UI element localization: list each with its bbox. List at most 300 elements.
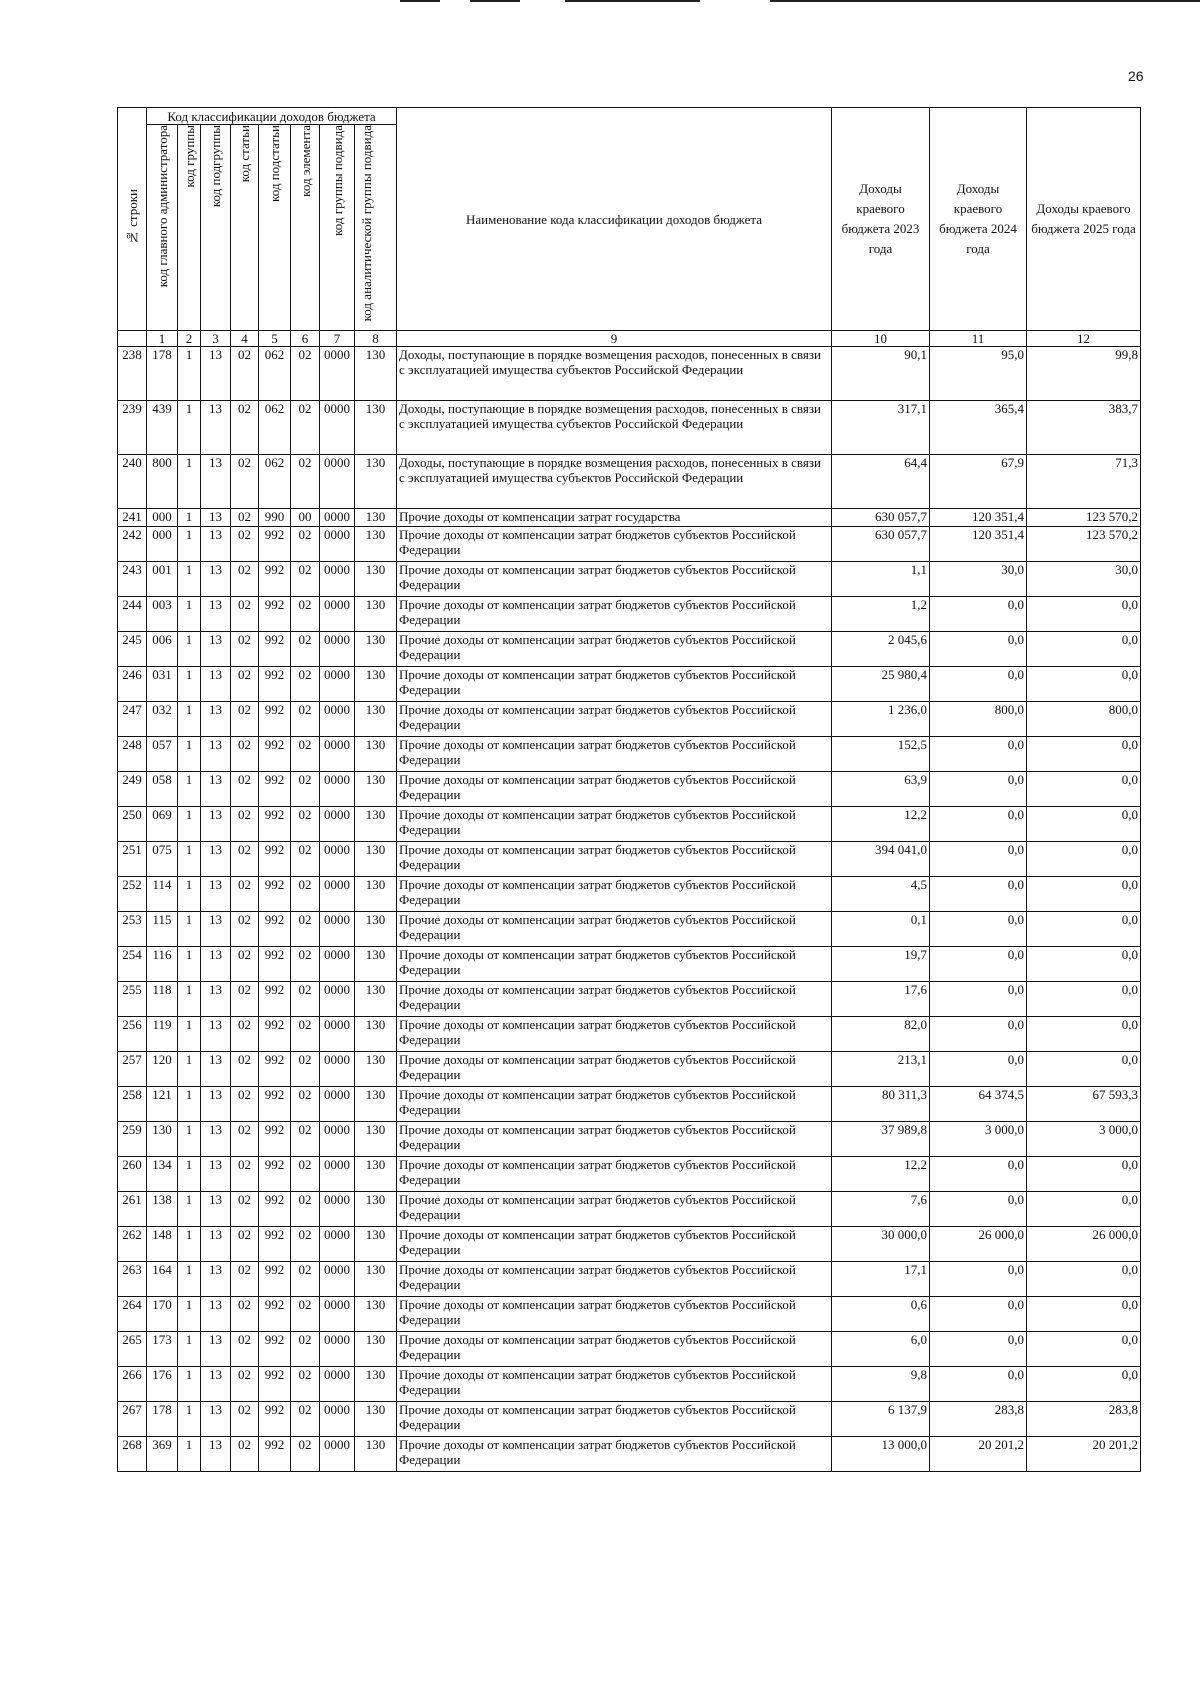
group-code: 1 <box>178 737 201 772</box>
income-2025: 20 201,2 <box>1027 1437 1141 1472</box>
income-2025: 0,0 <box>1027 947 1141 982</box>
income-2024: 0,0 <box>930 667 1027 702</box>
admin-code: 031 <box>147 667 178 702</box>
admin-code: 176 <box>147 1367 178 1402</box>
income-2025: 99,8 <box>1027 347 1141 401</box>
table-row <box>118 807 1141 842</box>
element-code: 02 <box>291 1332 320 1367</box>
header-code-subgroup-label: код подгруппы <box>208 125 223 208</box>
income-name: Прочие доходы от компенсации затрат бюджетов субъектов Российской Федерации <box>397 1052 832 1087</box>
element-code: 02 <box>291 1087 320 1122</box>
income-name: Прочие доходы от компенсации затрат бюджетов субъектов Российской Федерации <box>397 842 832 877</box>
article-code: 02 <box>231 1017 259 1052</box>
table-row <box>118 347 1141 401</box>
group-code: 1 <box>178 842 201 877</box>
header-row-number-label: № строки <box>124 189 140 246</box>
subgroup-code: 13 <box>201 455 231 509</box>
article-code: 02 <box>231 1227 259 1262</box>
group-code: 1 <box>178 455 201 509</box>
table-row <box>118 877 1141 912</box>
income-2024: 120 351,4 <box>930 527 1027 562</box>
element-code: 02 <box>291 1017 320 1052</box>
income-name: Прочие доходы от компенсации затрат бюджетов субъектов Российской Федерации <box>397 1402 832 1437</box>
subtype-code: 0000 <box>320 772 355 807</box>
income-name: Прочие доходы от компенсации затрат бюджетов субъектов Российской Федерации <box>397 982 832 1017</box>
admin-code: 134 <box>147 1157 178 1192</box>
analytic-code: 130 <box>355 982 397 1017</box>
subarticle-code: 992 <box>259 842 291 877</box>
subgroup-code: 13 <box>201 401 231 455</box>
group-code: 1 <box>178 1332 201 1367</box>
income-2023: 213,1 <box>832 1052 930 1087</box>
income-2023: 1 236,0 <box>832 702 930 737</box>
subtype-code: 0000 <box>320 1192 355 1227</box>
income-2024: 0,0 <box>930 1332 1027 1367</box>
row-number: 259 <box>118 1122 147 1157</box>
subtype-code: 0000 <box>320 1227 355 1262</box>
element-code: 02 <box>291 1122 320 1157</box>
row-number: 265 <box>118 1332 147 1367</box>
column-number: 2 <box>178 331 201 347</box>
header-code-subtype-group <box>320 125 355 331</box>
analytic-code: 130 <box>355 667 397 702</box>
subarticle-code: 990 <box>259 509 291 527</box>
group-code: 1 <box>178 1052 201 1087</box>
income-2025: 123 570,2 <box>1027 527 1141 562</box>
admin-code: 032 <box>147 702 178 737</box>
group-code: 1 <box>178 527 201 562</box>
analytic-code: 130 <box>355 527 397 562</box>
article-code: 02 <box>231 562 259 597</box>
subarticle-code: 992 <box>259 982 291 1017</box>
admin-code: 119 <box>147 1017 178 1052</box>
element-code: 02 <box>291 947 320 982</box>
group-code: 1 <box>178 1402 201 1437</box>
subarticle-code: 062 <box>259 401 291 455</box>
header-code-article <box>231 125 259 331</box>
income-2024: 3 000,0 <box>930 1122 1027 1157</box>
header-code-group: Код классификации доходов бюджета <box>147 108 397 125</box>
group-code: 1 <box>178 597 201 632</box>
income-2024: 283,8 <box>930 1402 1027 1437</box>
element-code: 00 <box>291 509 320 527</box>
row-number: 254 <box>118 947 147 982</box>
column-number: 1 <box>147 331 178 347</box>
income-2023: 12,2 <box>832 807 930 842</box>
table-row <box>118 1087 1141 1122</box>
analytic-code: 130 <box>355 347 397 401</box>
income-2024: 0,0 <box>930 632 1027 667</box>
article-code: 02 <box>231 1402 259 1437</box>
subarticle-code: 992 <box>259 1157 291 1192</box>
article-code: 02 <box>231 1262 259 1297</box>
subarticle-code: 992 <box>259 1437 291 1472</box>
subgroup-code: 13 <box>201 912 231 947</box>
column-number: 11 <box>930 331 1027 347</box>
subarticle-code: 062 <box>259 455 291 509</box>
row-number: 240 <box>118 455 147 509</box>
column-number: 10 <box>832 331 930 347</box>
article-code: 02 <box>231 401 259 455</box>
income-2025: 0,0 <box>1027 772 1141 807</box>
analytic-code: 130 <box>355 1017 397 1052</box>
subgroup-code: 13 <box>201 772 231 807</box>
group-code: 1 <box>178 1227 201 1262</box>
subgroup-code: 13 <box>201 1332 231 1367</box>
analytic-code: 130 <box>355 1262 397 1297</box>
income-2023: 80 311,3 <box>832 1087 930 1122</box>
income-name: Доходы, поступающие в порядке возмещения расходов, понесенных в связи с эксплуатацией имущества субъектов Российской Федерации <box>397 347 832 401</box>
subarticle-code: 992 <box>259 1297 291 1332</box>
income-2024: 0,0 <box>930 1017 1027 1052</box>
element-code: 02 <box>291 912 320 947</box>
row-number: 241 <box>118 509 147 527</box>
article-code: 02 <box>231 509 259 527</box>
income-2025: 0,0 <box>1027 1297 1141 1332</box>
subtype-code: 0000 <box>320 562 355 597</box>
row-number: 261 <box>118 1192 147 1227</box>
table-row <box>118 455 1141 509</box>
article-code: 02 <box>231 527 259 562</box>
income-2025: 71,3 <box>1027 455 1141 509</box>
analytic-code: 130 <box>355 1437 397 1472</box>
income-2025: 0,0 <box>1027 1157 1141 1192</box>
income-2023: 630 057,7 <box>832 527 930 562</box>
column-number: 8 <box>355 331 397 347</box>
article-code: 02 <box>231 347 259 401</box>
row-number: 250 <box>118 807 147 842</box>
row-number: 260 <box>118 1157 147 1192</box>
income-name: Прочие доходы от компенсации затрат бюджетов субъектов Российской Федерации <box>397 877 832 912</box>
income-2023: 630 057,7 <box>832 509 930 527</box>
table-row <box>118 982 1141 1017</box>
analytic-code: 130 <box>355 597 397 632</box>
admin-code: 116 <box>147 947 178 982</box>
article-code: 02 <box>231 737 259 772</box>
group-code: 1 <box>178 1017 201 1052</box>
income-2024: 0,0 <box>930 1052 1027 1087</box>
income-2024: 95,0 <box>930 347 1027 401</box>
article-code: 02 <box>231 1437 259 1472</box>
row-number: 258 <box>118 1087 147 1122</box>
analytic-code: 130 <box>355 1122 397 1157</box>
income-2025: 67 593,3 <box>1027 1087 1141 1122</box>
income-2023: 12,2 <box>832 1157 930 1192</box>
income-name: Прочие доходы от компенсации затрат бюджетов субъектов Российской Федерации <box>397 1192 832 1227</box>
analytic-code: 130 <box>355 1332 397 1367</box>
table-row <box>118 1402 1141 1437</box>
subarticle-code: 992 <box>259 1332 291 1367</box>
income-2023: 63,9 <box>832 772 930 807</box>
income-2023: 4,5 <box>832 877 930 912</box>
income-2024: 0,0 <box>930 982 1027 1017</box>
subarticle-code: 992 <box>259 1262 291 1297</box>
row-number: 256 <box>118 1017 147 1052</box>
subarticle-code: 992 <box>259 1227 291 1262</box>
element-code: 02 <box>291 807 320 842</box>
table-row <box>118 1017 1141 1052</box>
admin-code: 006 <box>147 632 178 667</box>
table-row <box>118 562 1141 597</box>
subtype-code: 0000 <box>320 877 355 912</box>
income-2023: 17,1 <box>832 1262 930 1297</box>
group-code: 1 <box>178 947 201 982</box>
subgroup-code: 13 <box>201 1437 231 1472</box>
element-code: 02 <box>291 877 320 912</box>
subarticle-code: 992 <box>259 877 291 912</box>
article-code: 02 <box>231 807 259 842</box>
group-code: 1 <box>178 1297 201 1332</box>
header-code-subgroup <box>201 125 231 331</box>
income-2025: 0,0 <box>1027 597 1141 632</box>
subgroup-code: 13 <box>201 1192 231 1227</box>
column-number-row <box>118 331 1141 347</box>
admin-code: 057 <box>147 737 178 772</box>
income-2023: 37 989,8 <box>832 1122 930 1157</box>
admin-code: 114 <box>147 877 178 912</box>
income-2023: 30 000,0 <box>832 1227 930 1262</box>
table-row <box>118 772 1141 807</box>
income-name: Доходы, поступающие в порядке возмещения расходов, понесенных в связи с эксплуатацией имущества субъектов Российской Федерации <box>397 455 832 509</box>
income-name: Прочие доходы от компенсации затрат бюджетов субъектов Российской Федерации <box>397 912 832 947</box>
subtype-code: 0000 <box>320 401 355 455</box>
table-row <box>118 912 1141 947</box>
group-code: 1 <box>178 401 201 455</box>
income-2024: 0,0 <box>930 1192 1027 1227</box>
subtype-code: 0000 <box>320 1262 355 1297</box>
subtype-code: 0000 <box>320 807 355 842</box>
analytic-code: 130 <box>355 1227 397 1262</box>
group-code: 1 <box>178 772 201 807</box>
subgroup-code: 13 <box>201 667 231 702</box>
analytic-code: 130 <box>355 737 397 772</box>
income-2024: 0,0 <box>930 597 1027 632</box>
admin-code: 115 <box>147 912 178 947</box>
table-row <box>118 1262 1141 1297</box>
table-row <box>118 401 1141 455</box>
row-number: 246 <box>118 667 147 702</box>
header-code-element-label: код элемента <box>297 125 313 197</box>
admin-code: 178 <box>147 1402 178 1437</box>
row-number: 255 <box>118 982 147 1017</box>
subtype-code: 0000 <box>320 597 355 632</box>
analytic-code: 130 <box>355 1052 397 1087</box>
income-name: Прочие доходы от компенсации затрат бюджетов субъектов Российской Федерации <box>397 1437 832 1472</box>
admin-code: 075 <box>147 842 178 877</box>
income-2025: 0,0 <box>1027 877 1141 912</box>
group-code: 1 <box>178 807 201 842</box>
admin-code: 138 <box>147 1192 178 1227</box>
subtype-code: 0000 <box>320 1017 355 1052</box>
income-2023: 90,1 <box>832 347 930 401</box>
income-2025: 26 000,0 <box>1027 1227 1141 1262</box>
group-code: 1 <box>178 877 201 912</box>
article-code: 02 <box>231 842 259 877</box>
group-code: 1 <box>178 982 201 1017</box>
article-code: 02 <box>231 877 259 912</box>
analytic-code: 130 <box>355 807 397 842</box>
subarticle-code: 992 <box>259 562 291 597</box>
income-2024: 800,0 <box>930 702 1027 737</box>
subarticle-code: 992 <box>259 1087 291 1122</box>
table-row <box>118 702 1141 737</box>
article-code: 02 <box>231 947 259 982</box>
admin-code: 800 <box>147 455 178 509</box>
income-2025: 123 570,2 <box>1027 509 1141 527</box>
analytic-code: 130 <box>355 509 397 527</box>
subarticle-code: 992 <box>259 1122 291 1157</box>
analytic-code: 130 <box>355 1087 397 1122</box>
column-number: 4 <box>231 331 259 347</box>
analytic-code: 130 <box>355 702 397 737</box>
income-2023: 7,6 <box>832 1192 930 1227</box>
analytic-code: 130 <box>355 1192 397 1227</box>
page-number: 26 <box>1128 68 1144 84</box>
header-code-subtype-group-label: код группы подвида <box>329 125 345 236</box>
admin-code: 178 <box>147 347 178 401</box>
subgroup-code: 13 <box>201 1402 231 1437</box>
article-code: 02 <box>231 1087 259 1122</box>
group-code: 1 <box>178 1157 201 1192</box>
income-2023: 1,2 <box>832 597 930 632</box>
element-code: 02 <box>291 1052 320 1087</box>
income-name: Прочие доходы от компенсации затрат бюджетов субъектов Российской Федерации <box>397 737 832 772</box>
subgroup-code: 13 <box>201 1017 231 1052</box>
income-name: Прочие доходы от компенсации затрат бюджетов субъектов Российской Федерации <box>397 807 832 842</box>
row-number: 264 <box>118 1297 147 1332</box>
subtype-code: 0000 <box>320 1157 355 1192</box>
subgroup-code: 13 <box>201 1297 231 1332</box>
subgroup-code: 13 <box>201 807 231 842</box>
subtype-code: 0000 <box>320 842 355 877</box>
admin-code: 000 <box>147 509 178 527</box>
table-row <box>118 1297 1141 1332</box>
income-2024: 64 374,5 <box>930 1087 1027 1122</box>
income-name: Прочие доходы от компенсации затрат бюджетов субъектов Российской Федерации <box>397 1367 832 1402</box>
income-2024: 0,0 <box>930 737 1027 772</box>
subtype-code: 0000 <box>320 912 355 947</box>
element-code: 02 <box>291 1297 320 1332</box>
article-code: 02 <box>231 772 259 807</box>
element-code: 02 <box>291 667 320 702</box>
admin-code: 121 <box>147 1087 178 1122</box>
subtype-code: 0000 <box>320 667 355 702</box>
table-row <box>118 1122 1141 1157</box>
admin-code: 120 <box>147 1052 178 1087</box>
header-code-admin <box>147 125 178 331</box>
admin-code: 001 <box>147 562 178 597</box>
income-2023: 17,6 <box>832 982 930 1017</box>
article-code: 02 <box>231 1297 259 1332</box>
admin-code: 173 <box>147 1332 178 1367</box>
header-code-article-label: код статьи <box>237 125 252 183</box>
income-2023: 82,0 <box>832 1017 930 1052</box>
header-code-group <box>178 125 201 331</box>
scan-edge-line <box>400 0 440 2</box>
income-2023: 6,0 <box>832 1332 930 1367</box>
income-name: Прочие доходы от компенсации затрат государства <box>397 509 832 527</box>
subarticle-code: 992 <box>259 667 291 702</box>
analytic-code: 130 <box>355 1297 397 1332</box>
subtype-code: 0000 <box>320 1122 355 1157</box>
income-name: Прочие доходы от компенсации затрат бюджетов субъектов Российской Федерации <box>397 702 832 737</box>
income-2023: 64,4 <box>832 455 930 509</box>
subtype-code: 0000 <box>320 347 355 401</box>
income-name: Прочие доходы от компенсации затрат бюджетов субъектов Российской Федерации <box>397 1332 832 1367</box>
element-code: 02 <box>291 597 320 632</box>
element-code: 02 <box>291 632 320 667</box>
subtype-code: 0000 <box>320 1437 355 1472</box>
group-code: 1 <box>178 1262 201 1297</box>
income-2025: 0,0 <box>1027 1367 1141 1402</box>
admin-code: 130 <box>147 1122 178 1157</box>
column-number: 6 <box>291 331 320 347</box>
analytic-code: 130 <box>355 632 397 667</box>
element-code: 02 <box>291 562 320 597</box>
subgroup-code: 13 <box>201 877 231 912</box>
table-row <box>118 632 1141 667</box>
analytic-code: 130 <box>355 912 397 947</box>
group-code: 1 <box>178 702 201 737</box>
income-2024: 0,0 <box>930 1367 1027 1402</box>
column-number: 12 <box>1027 331 1141 347</box>
group-code: 1 <box>178 632 201 667</box>
income-2023: 2 045,6 <box>832 632 930 667</box>
subgroup-code: 13 <box>201 1262 231 1297</box>
element-code: 02 <box>291 347 320 401</box>
element-code: 02 <box>291 1157 320 1192</box>
subgroup-code: 13 <box>201 1122 231 1157</box>
income-2023: 25 980,4 <box>832 667 930 702</box>
income-2024: 0,0 <box>930 912 1027 947</box>
income-2023: 0,1 <box>832 912 930 947</box>
subarticle-code: 992 <box>259 632 291 667</box>
admin-code: 148 <box>147 1227 178 1262</box>
table-row <box>118 1052 1141 1087</box>
admin-code: 118 <box>147 982 178 1017</box>
income-2025: 0,0 <box>1027 737 1141 772</box>
income-2024: 0,0 <box>930 1297 1027 1332</box>
subtype-code: 0000 <box>320 1402 355 1437</box>
article-code: 02 <box>231 597 259 632</box>
subarticle-code: 992 <box>259 1052 291 1087</box>
header-income-2023: Доходы краевого бюджета 2023 года <box>832 108 930 331</box>
analytic-code: 130 <box>355 842 397 877</box>
group-code: 1 <box>178 912 201 947</box>
subtype-code: 0000 <box>320 947 355 982</box>
subarticle-code: 992 <box>259 1192 291 1227</box>
group-code: 1 <box>178 509 201 527</box>
row-number: 253 <box>118 912 147 947</box>
column-number: 7 <box>320 331 355 347</box>
subgroup-code: 13 <box>201 347 231 401</box>
admin-code: 369 <box>147 1437 178 1472</box>
article-code: 02 <box>231 632 259 667</box>
income-2024: 0,0 <box>930 1262 1027 1297</box>
subgroup-code: 13 <box>201 509 231 527</box>
element-code: 02 <box>291 1192 320 1227</box>
subgroup-code: 13 <box>201 1157 231 1192</box>
subtype-code: 0000 <box>320 527 355 562</box>
article-code: 02 <box>231 1332 259 1367</box>
admin-code: 003 <box>147 597 178 632</box>
element-code: 02 <box>291 1367 320 1402</box>
row-number: 248 <box>118 737 147 772</box>
income-2024: 20 201,2 <box>930 1437 1027 1472</box>
element-code: 02 <box>291 1227 320 1262</box>
subgroup-code: 13 <box>201 1052 231 1087</box>
table-row <box>118 1437 1141 1472</box>
